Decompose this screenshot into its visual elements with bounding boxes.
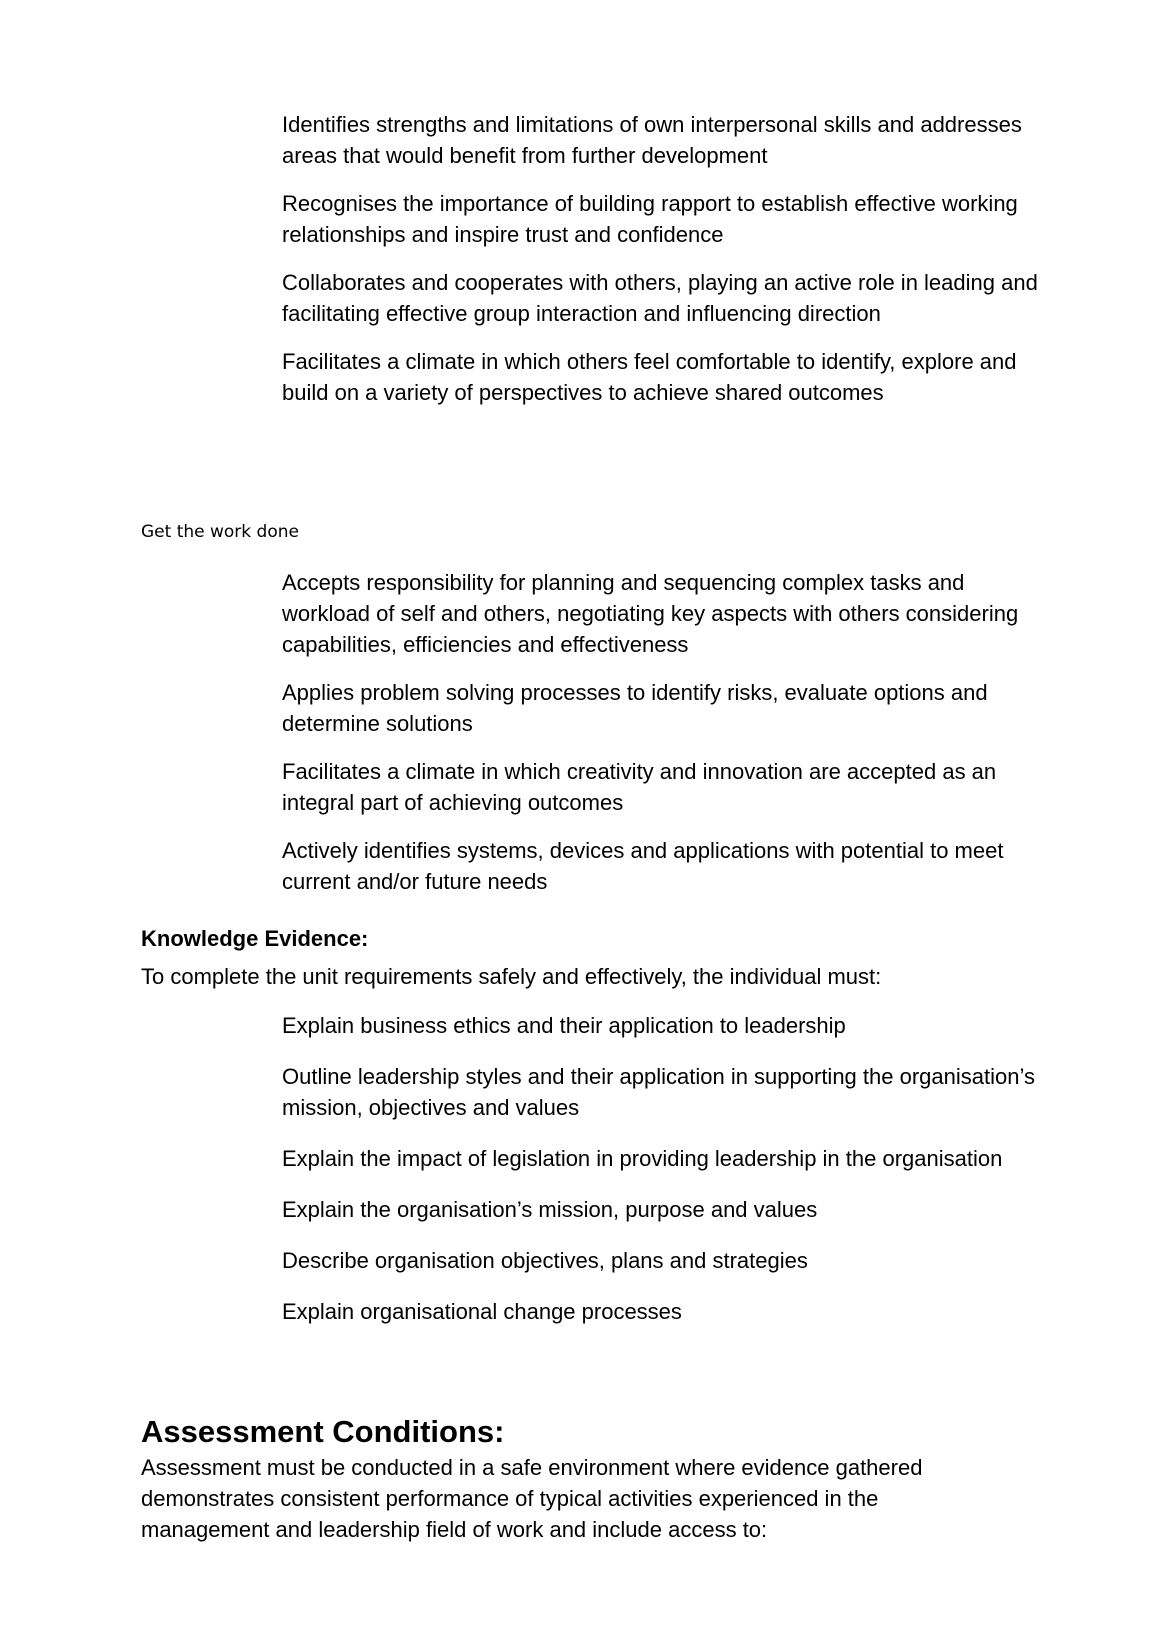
list-item: Explain organisational change processes bbox=[282, 1299, 682, 1324]
knowledge-evidence-heading: Knowledge Evidence: bbox=[141, 926, 369, 951]
assessment-conditions-body: Assessment must be conducted in a safe environment where evidence gathered demonstrates consistent performance of typical activities experienced in the management and leadership field of work and include access to: bbox=[141, 1455, 923, 1542]
list-item: Actively identifies systems, devices and applications with potential to meet current and/or future needs bbox=[282, 838, 1004, 894]
section-label-get-work-done: Get the work done bbox=[141, 522, 299, 542]
get-work-done-list bbox=[282, 567, 1042, 914]
list-item: Facilitates a climate in which creativity and innovation are accepted as an integral part of achieving outcomes bbox=[282, 759, 997, 815]
list-item: Accepts responsibility for planning and sequencing complex tasks and workload of self and others, negotiating key aspects with others considering capabilities, efficiencies and effectiveness bbox=[282, 570, 1019, 657]
knowledge-evidence-list bbox=[282, 1010, 1042, 1347]
list-item: Outline leadership styles and their application in supporting the organisation’s mission, objectives and values bbox=[282, 1064, 1035, 1120]
list-item: Collaborates and cooperates with others, playing an active role in leading and facilitating effective group interaction and influencing direction bbox=[282, 270, 1038, 326]
list-item: Explain the organisation’s mission, purpose and values bbox=[282, 1197, 818, 1222]
list-item: Describe organisation objectives, plans and strategies bbox=[282, 1248, 808, 1273]
list-item: Explain business ethics and their application to leadership bbox=[282, 1013, 846, 1038]
list-item: Facilitates a climate in which others feel comfortable to identify, explore and build on a variety of perspectives to achieve shared outcomes bbox=[282, 349, 1017, 405]
interpersonal-skills-list bbox=[282, 109, 1042, 425]
list-item: Identifies strengths and limitations of own interpersonal skills and addresses areas that would benefit from further development bbox=[282, 112, 1022, 168]
list-item: Recognises the importance of building rapport to establish effective working relationships and inspire trust and confidence bbox=[282, 191, 1018, 247]
assessment-conditions-heading: Assessment Conditions: bbox=[141, 1414, 505, 1449]
list-item: Explain the impact of legislation in providing leadership in the organisation bbox=[282, 1146, 1003, 1171]
list-item: Applies problem solving processes to identify risks, evaluate options and determine solutions bbox=[282, 680, 988, 736]
knowledge-evidence-intro: To complete the unit requirements safely and effectively, the individual must: bbox=[141, 964, 882, 989]
